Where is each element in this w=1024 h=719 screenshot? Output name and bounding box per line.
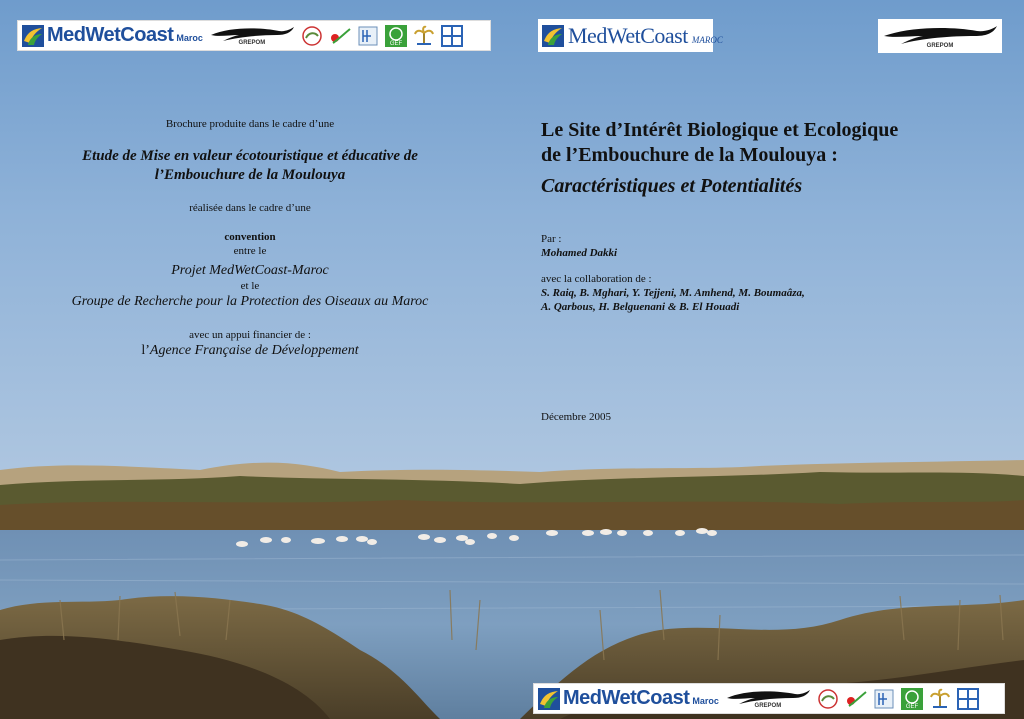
medwetcoast-logo (538, 687, 719, 710)
collaborators-line1: S. Raiq, B. Mghari, Y. Tejjeni, M. Amhend, M. Boumaâza, (541, 287, 805, 299)
partner-logo-palm-icon (413, 25, 435, 47)
partner-logo-blue-icon (357, 25, 379, 47)
undp-logo-icon (957, 688, 979, 710)
brochure-intro: Brochure produite dans le cadre d’une (165, 118, 335, 130)
grepom-logo: GREPOM (209, 25, 295, 46)
medwetcoast-wave-icon (542, 25, 564, 47)
collaboration-label: avec la collaboration de : (541, 273, 652, 285)
by-label: Par : (541, 233, 562, 245)
funding-agency: l’Agence Française de Développement (141, 343, 359, 358)
partner-logo-red-icon (817, 688, 839, 710)
left-page-credits (30, 117, 470, 359)
research-group-name: Groupe de Recherche pour la Protection des Oiseaux au Maroc (71, 294, 429, 309)
grepom-logo: GREPOM (725, 688, 811, 709)
cover-subtitle: Caractéristiques et Potentialités (541, 175, 803, 197)
partner-logo-strip-bottom (533, 683, 1005, 714)
medwetcoast-logo (22, 24, 203, 47)
partner-logo-strip-top (17, 20, 491, 51)
medwetcoast-wordmark: MedWetCoast (563, 687, 690, 709)
collaborators-line2: A. Qarbous, H. Belguenani & B. El Houadi (541, 301, 740, 313)
partner-logo-red-icon (301, 25, 323, 47)
cover-title-line1: Le Site d’Intérêt Biologique et Ecologique (541, 119, 899, 141)
partner-logo-swoosh-icon (329, 25, 351, 47)
medwetcoast-maroc-logo (538, 19, 723, 52)
partner-logo-swoosh-icon (845, 688, 867, 710)
agency-name: Agence Française de Développement (149, 343, 359, 358)
undp-logo-icon (441, 25, 463, 47)
partner-logo-palm-icon (929, 688, 951, 710)
medwetcoast-wave-icon (22, 25, 44, 47)
maroc-suffix: Maroc (176, 33, 203, 43)
and-label: et le (240, 280, 260, 292)
realised-in-frame: réalisée dans le cadre d’une (189, 202, 311, 214)
grepom-logo: GREPOM (878, 19, 1002, 53)
medwetcoast-wordmark: MedWetCoast (47, 24, 174, 46)
study-title-line1: Etude de Mise en valeur écotouristique et éducative de (82, 148, 418, 164)
project-name: Projet MedWetCoast-Maroc (171, 263, 329, 278)
maroc-suffix: MAROC (691, 35, 723, 45)
gef-logo-icon (901, 688, 923, 710)
between-label: entre le (233, 245, 267, 257)
medwetcoast-wordmark: MedWetCoast (568, 22, 688, 48)
financial-support-label: avec un appui financier de : (189, 329, 311, 341)
maroc-suffix: Maroc (692, 696, 719, 706)
cover-title-line2: de l’Embouchure de la Moulouya : (541, 144, 838, 166)
study-title-line2: l’Embouchure de la Moulouya (154, 167, 346, 183)
author-name: Mohamed Dakki (541, 247, 618, 259)
convention-label: convention (224, 231, 276, 243)
publication-date: Décembre 2005 (541, 411, 611, 423)
medwetcoast-wave-icon (538, 688, 560, 710)
partner-logo-blue-icon (873, 688, 895, 710)
gef-logo-icon (385, 25, 407, 47)
svg-text:GEF: GEF (905, 703, 919, 710)
svg-text:GEF: GEF (389, 40, 403, 47)
right-page-cover (541, 118, 1001, 424)
